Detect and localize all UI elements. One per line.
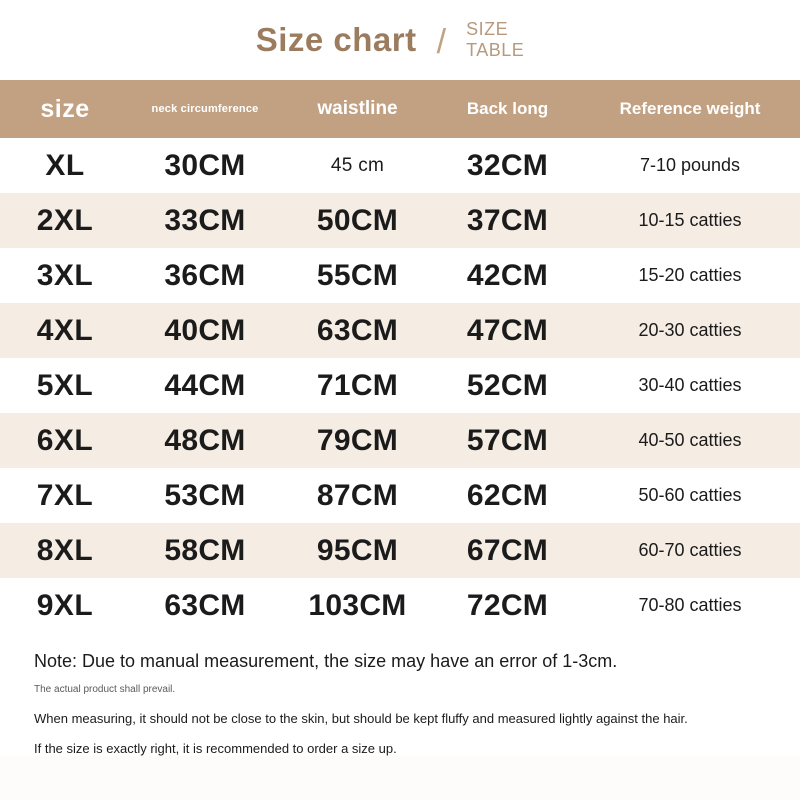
cell-neck: 58CM [164, 533, 246, 567]
cell-weight: 15-20 catties [638, 265, 742, 285]
table-row [0, 413, 800, 468]
table-row [0, 303, 800, 358]
cell-size: 2XL [36, 203, 94, 237]
note-disclaimer: The actual product shall prevail. [34, 684, 176, 695]
cell-size: 9XL [36, 588, 94, 622]
cell-waist: 79CM [316, 423, 399, 457]
cell-back: 52CM [466, 368, 549, 402]
column-header-neck: neck circumference [151, 103, 259, 115]
cell-waist: 71CM [316, 368, 399, 402]
table-row [0, 193, 800, 248]
cell-size: 5XL [36, 368, 94, 402]
cell-waist: 87CM [316, 478, 399, 512]
column-header-waist: waistline [317, 98, 398, 119]
column-header-weight: Reference weight [619, 99, 761, 118]
table-row [0, 138, 800, 193]
table-row [0, 248, 800, 303]
cell-size: 3XL [36, 258, 94, 292]
note-measurement-error: Note: Due to manual measurement, the size may have an error of 1-3cm. [34, 651, 618, 671]
cell-neck: 63CM [164, 588, 246, 622]
cell-neck: 53CM [164, 478, 246, 512]
notes-section [0, 633, 800, 756]
page-subtitle [466, 19, 524, 60]
cell-weight: 30-40 catties [638, 375, 742, 395]
page-title: Size chart [255, 21, 417, 58]
cell-neck: 44CM [164, 368, 246, 402]
table-row [0, 578, 800, 633]
cell-neck: 33CM [164, 203, 246, 237]
cell-neck: 48CM [164, 423, 246, 457]
cell-weight: 60-70 catties [638, 540, 742, 560]
cell-weight: 40-50 catties [638, 430, 742, 450]
cell-neck: 30CM [164, 148, 246, 182]
note-measuring-tip: When measuring, it should not be close to the skin, but should be kept fluffy and measured lightly against the hair. [34, 711, 688, 726]
cell-weight: 50-60 catties [638, 485, 742, 505]
page-header [0, 0, 800, 80]
cell-waist: 103CM [308, 588, 407, 622]
table-header-row [0, 80, 800, 138]
page-subtitle-line2: TABLE [466, 40, 525, 60]
cell-weight: 70-80 catties [638, 595, 742, 615]
cell-waist: 50CM [316, 203, 399, 237]
cell-weight: 20-30 catties [638, 320, 742, 340]
title-divider: / [436, 22, 447, 61]
cell-neck: 40CM [164, 313, 246, 347]
cell-size: 6XL [36, 423, 94, 457]
size-table [0, 80, 800, 633]
cell-waist: 45 cm [330, 154, 385, 176]
cell-back: 67CM [466, 533, 549, 567]
cell-back: 37CM [466, 203, 549, 237]
table-row [0, 468, 800, 523]
note-size-up-tip: If the size is exactly right, it is recommended to order a size up. [34, 741, 397, 756]
column-header-back: Back long [466, 99, 549, 118]
cell-size: 8XL [36, 533, 94, 567]
column-header-size: size [40, 94, 90, 123]
cell-weight: 10-15 catties [638, 210, 742, 230]
cell-waist: 95CM [316, 533, 399, 567]
cell-back: 42CM [466, 258, 549, 292]
cell-back: 57CM [466, 423, 549, 457]
cell-back: 32CM [466, 148, 549, 182]
cell-size: XL [45, 148, 85, 182]
cell-back: 72CM [466, 588, 549, 622]
cell-waist: 63CM [316, 313, 399, 347]
cell-size: 4XL [36, 313, 94, 347]
cell-back: 47CM [466, 313, 549, 347]
header-title-group [256, 19, 525, 60]
size-table-header [0, 80, 800, 138]
page-subtitle-line1: SIZE [466, 19, 509, 40]
cell-neck: 36CM [164, 258, 246, 292]
cell-waist: 55CM [316, 258, 399, 292]
table-row [0, 358, 800, 413]
table-row [0, 523, 800, 578]
size-table-body [0, 138, 800, 633]
cell-size: 7XL [36, 478, 94, 512]
cell-weight: 7-10 pounds [639, 155, 741, 175]
cell-back: 62CM [466, 478, 549, 512]
